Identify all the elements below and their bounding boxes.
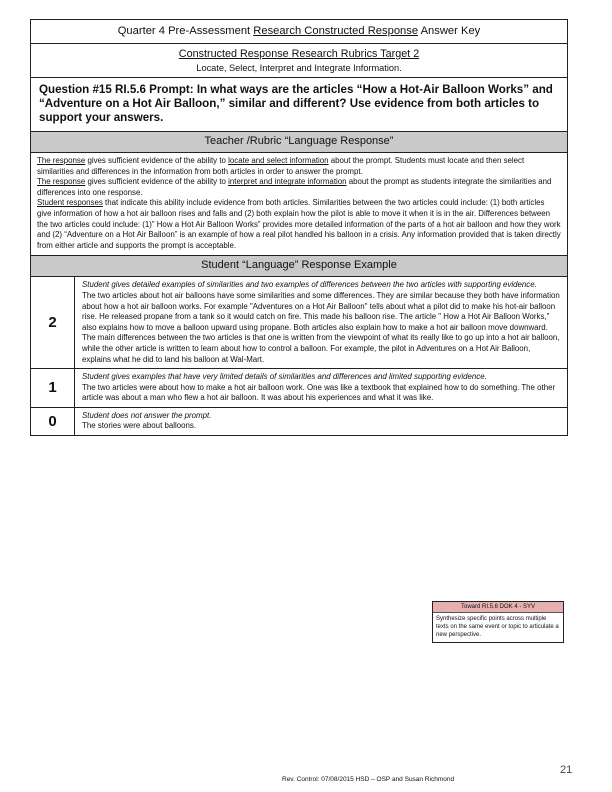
score-example: The two articles were about how to make a hot air balloon work. One was like a textbook that explained how to do something. The other article was about a man who flew a hot air balloon. It was about his experiences and what it was like.: [82, 382, 556, 403]
score-row: [31, 369, 567, 408]
page-title: Quarter 4 Pre-Assessment Research Constructed Response Answer Key: [31, 20, 567, 44]
question-prompt: Question #15 RI.5.6 Prompt: In what ways are the articles “How a Hot-Air Balloon Works” and “Adventure on a Hot Air Balloon,” similar and different? Use evidence from both articles to support your answers.: [31, 78, 567, 132]
standard-note-header: Toward RI.5.6 DOK 4 - SYV: [433, 602, 563, 613]
score-example: The two articles about hot air balloons have some similarities and some differences. They are similar because they both have information about how a hot air balloon works. For example "Adventures on a Hot Air Balloon" tells about what a pilot did to make his hot-air balloon rise. He released propane from a tank so it would catch on fire. This made his balloon rise. The article " How a Hot Air Balloon Works," also explains how to move a balloon upward using propane. Both articles also explain how to make a hot air balloon move downward. The main differences between the two articles is that one is written from the viewpoint of what its really like to go up into a hot air balloon, while the other article is written to learn about how to control a balloon. For example, the pilot in Adventures on a Hot Air Balloon, explains what he did to land his balloon at Wal-Mart.: [82, 290, 560, 364]
answer-key-table: [30, 19, 568, 436]
teacher-paragraph-1: The response gives sufficient evidence of the ability to locate and select information about the prompt. Students must locate and then select similarities and differences in the information from both articles in order to answer the prompt.: [37, 156, 525, 176]
revision-footer: Rev. Control: 07/08/2015 HSD – OSP and Susan Richmond: [282, 776, 455, 783]
teacher-rubric-text: [31, 153, 567, 256]
teacher-rubric-heading: Teacher /Rubric “Language Response”: [31, 132, 567, 153]
score-value: 1: [31, 369, 75, 407]
score-value: 0: [31, 408, 75, 435]
rubric-heading-block: [31, 44, 567, 78]
standard-note-box: [432, 601, 564, 643]
score-table: [31, 277, 567, 435]
score-row: [31, 408, 567, 435]
score-response: [75, 369, 567, 407]
rubric-heading: Constructed Response Research Rubrics Target 2: [178, 48, 420, 60]
score-response: [75, 277, 567, 368]
score-example: The stories were about balloons.: [82, 421, 197, 431]
score-response: [75, 408, 567, 435]
student-response-heading: Student “Language” Response Example: [31, 256, 567, 277]
score-row: [31, 277, 567, 369]
score-value: 2: [31, 277, 75, 368]
score-criteria: Student does not answer the prompt.: [82, 410, 212, 420]
score-criteria: Student gives examples that have very limited details of similarities and differences and limited supporting evidence.: [82, 372, 487, 382]
page-number: 21: [560, 764, 573, 776]
rubric-subheading: Locate, Select, Interpret and Integrate Information.: [196, 63, 402, 73]
score-criteria: Student gives detailed examples of similarities and two examples of differences between the two articles with supporting evidence.: [82, 280, 537, 290]
teacher-paragraph-3: Student responses that indicate this ability include evidence from both articles. Similarities between the two articles could include: (1) both articles give information of how a hot air balloon rises and falls and (2) both explain how the pilot is able to move it when it is in the air. Differences between the two articles could include: (1)” How a Hot Air Balloon Works” provides more detailed information of the parts of a hot air balloon and how they work and (2) “Adventure on a Hot Air Balloon” is an example of how a real pilot handled his balloon in a crisis. Any information provided that is taken directly from either article and supports the prompt is acceptable.: [37, 198, 561, 250]
teacher-paragraph-2: The response gives sufficient evidence of the ability to interpret and integrate information about the prompt as students integrate the similarities and differences into one response.: [37, 177, 552, 197]
standard-note-body: Synthesize specific points across multiple texts on the same event or topic to articulate a new perspective.: [436, 616, 559, 638]
